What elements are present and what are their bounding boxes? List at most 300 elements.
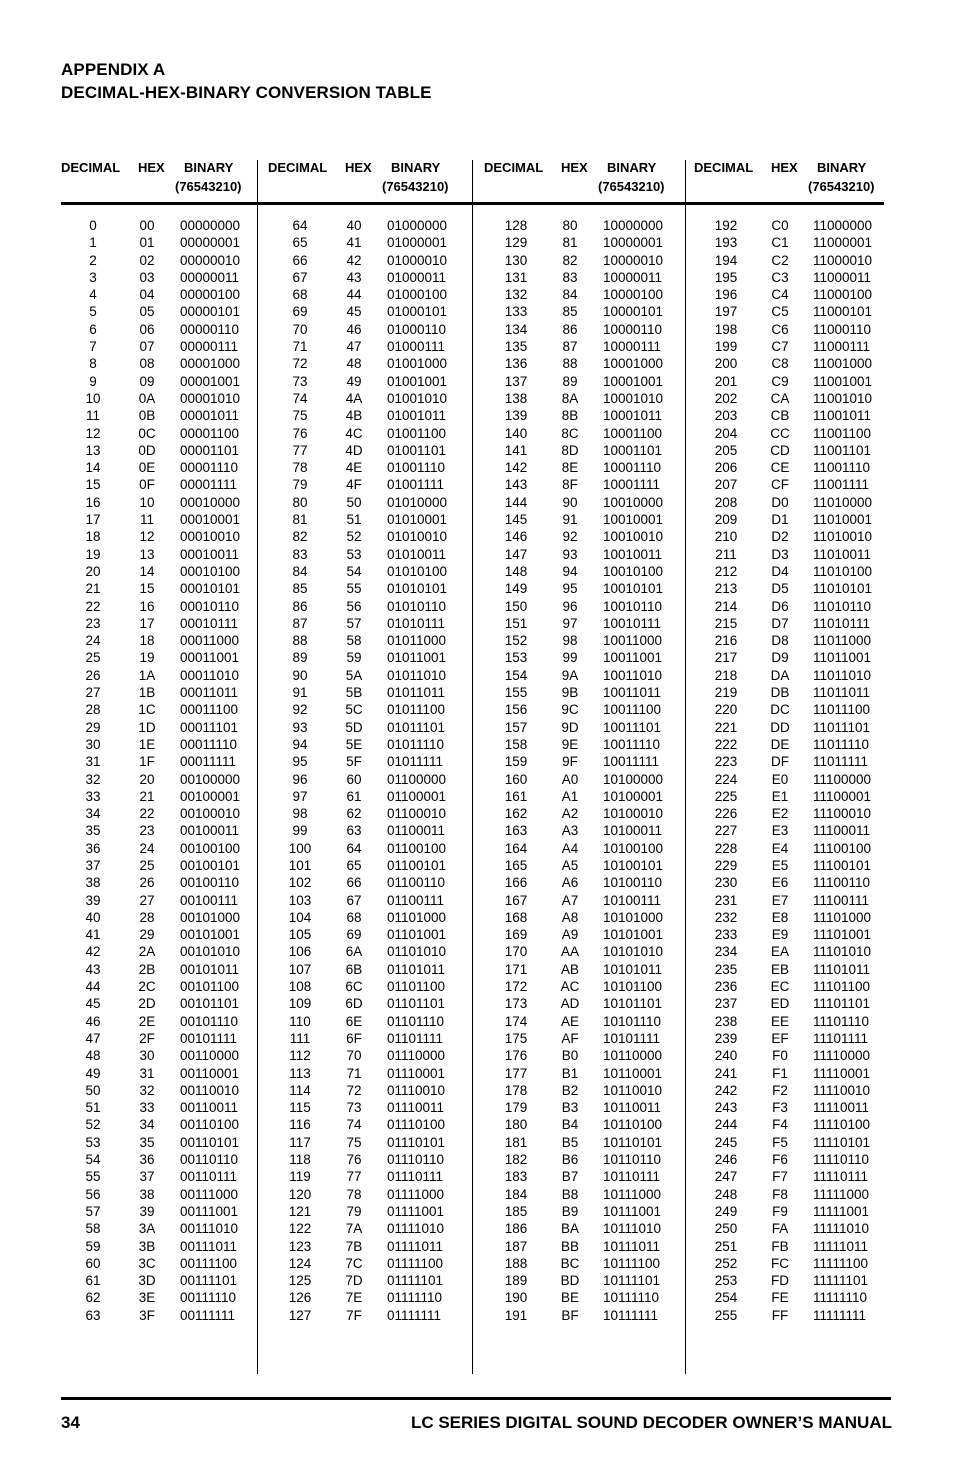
cell-hex: 1F <box>139 754 155 770</box>
table-row <box>484 1239 689 1256</box>
table-row <box>268 564 473 581</box>
cell-binary: 00100101 <box>180 857 241 873</box>
table-row <box>484 391 689 408</box>
table-header <box>484 160 689 200</box>
cell-decimal: 43 <box>85 961 101 977</box>
cell-decimal: 91 <box>292 685 308 701</box>
table-row <box>694 339 899 356</box>
cell-hex: CA <box>770 390 790 406</box>
cell-binary: 01100100 <box>387 840 447 856</box>
cell-binary: 01110101 <box>387 1134 446 1150</box>
cell-binary: 00011010 <box>180 667 240 683</box>
cell-decimal: 63 <box>85 1307 101 1323</box>
cell-binary: 10001110 <box>603 460 662 476</box>
cell-binary: 10011110 <box>603 736 661 752</box>
cell-hex: 7F <box>346 1307 362 1323</box>
cell-binary: 00111110 <box>180 1290 237 1306</box>
table-row <box>694 875 899 892</box>
cell-decimal: 229 <box>714 857 738 873</box>
cell-binary: 11001001 <box>813 373 873 389</box>
cell-binary: 01100010 <box>387 806 447 822</box>
cell-decimal: 248 <box>714 1186 738 1202</box>
table-row <box>484 547 689 564</box>
cell-decimal: 150 <box>504 598 528 614</box>
cell-decimal: 71 <box>292 339 308 355</box>
table-row <box>268 1135 473 1152</box>
cell-binary: 10110000 <box>603 1048 663 1064</box>
cell-hex: 08 <box>139 356 155 372</box>
cell-decimal: 162 <box>504 806 528 822</box>
cell-binary: 11101111 <box>813 1030 869 1046</box>
table-row <box>61 529 266 546</box>
cell-binary: 01110011 <box>387 1100 445 1116</box>
table-row <box>61 720 266 737</box>
table-row <box>694 253 899 270</box>
table-row <box>61 1308 266 1325</box>
cell-decimal: 217 <box>714 650 738 666</box>
cell-hex: 56 <box>346 598 362 614</box>
cell-hex: 16 <box>139 598 155 614</box>
cell-binary: 10001000 <box>603 356 664 372</box>
cell-hex: 12 <box>139 529 155 545</box>
table-row <box>61 304 266 321</box>
cell-hex: 8D <box>561 442 579 458</box>
header-bit-order: (76543210) <box>808 179 875 194</box>
table-row <box>484 1308 689 1325</box>
cell-decimal: 96 <box>292 771 308 787</box>
table-row <box>268 806 473 823</box>
cell-hex: D7 <box>771 615 789 631</box>
cell-hex: 7C <box>345 1255 363 1271</box>
cell-decimal: 165 <box>504 857 528 873</box>
table-row <box>268 495 473 512</box>
cell-binary: 00010101 <box>180 581 241 597</box>
table-row <box>268 1273 473 1290</box>
cell-hex: 40 <box>346 218 362 233</box>
cell-decimal: 207 <box>714 477 738 493</box>
table-row <box>268 270 473 287</box>
cell-hex: 72 <box>346 1082 362 1098</box>
cell-binary: 10010110 <box>603 598 663 614</box>
table-row <box>694 495 899 512</box>
cell-binary: 10001010 <box>603 390 664 406</box>
table-row <box>268 235 473 252</box>
cell-hex: 8B <box>561 408 579 424</box>
table-row <box>694 996 899 1013</box>
table-row <box>268 1066 473 1083</box>
cell-binary: 01111110 <box>387 1290 443 1306</box>
table-row <box>268 858 473 875</box>
cell-hex: 5F <box>346 754 362 770</box>
cell-binary: 00010111 <box>180 615 239 631</box>
cell-binary: 10000100 <box>603 287 664 303</box>
cell-binary: 00001100 <box>180 425 240 441</box>
cell-binary: 10101110 <box>603 1013 662 1029</box>
cell-binary: 01000111 <box>387 339 446 355</box>
cell-hex: ED <box>770 996 790 1012</box>
cell-decimal: 19 <box>85 546 101 562</box>
table-row <box>61 702 266 719</box>
cell-hex: F5 <box>772 1134 788 1150</box>
appendix-label: APPENDIX A <box>61 60 166 79</box>
cell-hex: B6 <box>561 1152 579 1168</box>
cell-hex: C1 <box>771 235 789 251</box>
cell-decimal: 242 <box>714 1082 738 1098</box>
table-row <box>268 944 473 961</box>
cell-binary: 01111011 <box>387 1238 444 1254</box>
cell-decimal: 51 <box>85 1100 101 1116</box>
table-row <box>694 823 899 840</box>
table-row <box>694 702 899 719</box>
cell-hex: 0F <box>139 477 155 493</box>
cell-decimal: 94 <box>292 736 308 752</box>
cell-hex: 24 <box>139 840 155 856</box>
cell-decimal: 118 <box>289 1152 311 1168</box>
table-row <box>268 287 473 304</box>
table-row <box>484 910 689 927</box>
table-row <box>694 754 899 771</box>
table-row <box>61 322 266 339</box>
cell-decimal: 164 <box>504 840 528 856</box>
table-row <box>268 1221 473 1238</box>
cell-hex: 4C <box>345 425 363 441</box>
cell-binary: 11011001 <box>813 650 872 666</box>
cell-hex: 55 <box>346 581 362 597</box>
cell-decimal: 223 <box>714 754 738 770</box>
table-row <box>61 910 266 927</box>
cell-hex: 9E <box>561 736 579 752</box>
cell-hex: EC <box>770 979 790 995</box>
table-row <box>61 1221 266 1238</box>
cell-binary: 00000100 <box>180 287 241 303</box>
cell-binary: 11001111 <box>813 477 870 493</box>
cell-hex: 18 <box>139 633 155 649</box>
table-row <box>268 529 473 546</box>
cell-binary: 11110011 <box>813 1100 870 1116</box>
cell-decimal: 40 <box>85 909 101 925</box>
cell-hex: AE <box>560 1013 579 1029</box>
cell-hex: C3 <box>771 269 789 285</box>
table-row <box>61 737 266 754</box>
cell-decimal: 183 <box>504 1169 528 1185</box>
cell-binary: 10000011 <box>603 269 663 285</box>
table-row <box>484 1031 689 1048</box>
cell-decimal: 132 <box>504 287 528 303</box>
table-row <box>61 581 266 598</box>
table-row <box>61 339 266 356</box>
cell-hex: 39 <box>139 1203 155 1219</box>
cell-binary: 10010000 <box>603 494 664 510</box>
cell-decimal: 147 <box>504 546 528 562</box>
cell-binary: 10011000 <box>603 633 663 649</box>
cell-binary: 01101111 <box>387 1030 444 1046</box>
cell-hex: E7 <box>771 892 789 908</box>
cell-hex: 73 <box>346 1100 362 1116</box>
cell-decimal: 189 <box>504 1273 528 1289</box>
cell-binary: 01101010 <box>387 944 447 960</box>
table-row <box>268 789 473 806</box>
cell-decimal: 252 <box>714 1255 738 1271</box>
cell-hex: 9B <box>561 685 579 701</box>
cell-hex: CC <box>770 425 790 441</box>
cell-binary: 10011011 <box>603 685 662 701</box>
cell-binary: 11100001 <box>813 788 872 804</box>
cell-hex: 0A <box>138 390 156 406</box>
table-row <box>694 547 899 564</box>
cell-binary: 10001101 <box>603 442 663 458</box>
cell-decimal: 200 <box>714 356 738 372</box>
table-row <box>61 806 266 823</box>
table-row <box>694 581 899 598</box>
cell-decimal: 117 <box>289 1134 311 1150</box>
table-row <box>61 270 266 287</box>
cell-decimal: 80 <box>292 494 308 510</box>
cell-hex: 6F <box>346 1030 362 1046</box>
cell-hex: 51 <box>346 512 362 528</box>
cell-hex: F6 <box>772 1152 788 1168</box>
cell-binary: 01110010 <box>387 1082 446 1098</box>
cell-decimal: 90 <box>292 667 308 683</box>
cell-decimal: 134 <box>504 321 528 337</box>
cell-binary: 01001100 <box>387 425 447 441</box>
table-row <box>484 633 689 650</box>
cell-hex: D2 <box>771 529 789 545</box>
cell-binary: 00010110 <box>180 598 240 614</box>
cell-decimal: 14 <box>85 460 101 476</box>
cell-decimal: 52 <box>85 1117 101 1133</box>
cell-hex: 04 <box>139 287 155 303</box>
cell-hex: 2F <box>139 1030 155 1046</box>
cell-decimal: 25 <box>85 650 101 666</box>
cell-binary: 11000100 <box>813 287 873 303</box>
table-row <box>268 218 473 235</box>
cell-binary: 11110000 <box>813 1048 871 1064</box>
cell-binary: 11011010 <box>813 667 872 683</box>
table-row <box>61 564 266 581</box>
cell-hex: CD <box>770 442 790 458</box>
cell-decimal: 38 <box>85 875 101 891</box>
header-decimal: DECIMAL <box>268 160 328 175</box>
cell-binary: 00011110 <box>180 736 238 752</box>
cell-hex: 52 <box>346 529 362 545</box>
table-row <box>61 841 266 858</box>
cell-decimal: 177 <box>504 1065 528 1081</box>
cell-decimal: 201 <box>714 373 738 389</box>
cell-hex: 82 <box>562 252 578 268</box>
table-row <box>484 1256 689 1273</box>
cell-decimal: 27 <box>85 685 101 701</box>
cell-binary: 00100000 <box>180 771 241 787</box>
cell-binary: 01100110 <box>387 875 446 891</box>
cell-hex: 07 <box>139 339 155 355</box>
cell-binary: 11010000 <box>813 494 873 510</box>
cell-hex: 68 <box>346 909 362 925</box>
cell-decimal: 245 <box>714 1134 738 1150</box>
table-row <box>694 633 899 650</box>
cell-decimal: 185 <box>504 1203 528 1219</box>
cell-decimal: 97 <box>292 788 308 804</box>
cell-hex: 86 <box>562 321 578 337</box>
cell-binary: 01111000 <box>387 1186 445 1202</box>
cell-hex: 81 <box>562 235 578 251</box>
cell-binary: 11111101 <box>813 1273 869 1289</box>
cell-decimal: 133 <box>504 304 528 320</box>
cell-decimal: 184 <box>504 1186 528 1202</box>
page-number: 34 <box>61 1413 80 1432</box>
cell-hex: D1 <box>771 512 789 528</box>
cell-decimal: 46 <box>85 1013 101 1029</box>
table-row <box>268 650 473 667</box>
cell-decimal: 81 <box>292 512 308 528</box>
cell-hex: 92 <box>562 529 578 545</box>
table-row <box>484 685 689 702</box>
cell-binary: 11110110 <box>813 1152 870 1168</box>
cell-hex: 78 <box>346 1186 362 1202</box>
table-row <box>268 1100 473 1117</box>
cell-decimal: 44 <box>85 979 101 995</box>
table-row <box>694 1031 899 1048</box>
cell-decimal: 100 <box>288 840 312 856</box>
cell-hex: 58 <box>346 633 362 649</box>
cell-decimal: 2 <box>89 252 97 268</box>
cell-hex: 1A <box>138 667 156 683</box>
cell-decimal: 22 <box>85 598 101 614</box>
table-row <box>268 599 473 616</box>
cell-decimal: 232 <box>714 909 738 925</box>
cell-binary: 11100101 <box>813 857 872 873</box>
cell-hex: F7 <box>772 1169 788 1185</box>
cell-decimal: 246 <box>714 1152 738 1168</box>
cell-decimal: 157 <box>504 719 528 735</box>
cell-binary: 10101011 <box>603 961 663 977</box>
cell-binary: 00110101 <box>180 1134 240 1150</box>
cell-binary: 10100001 <box>603 788 664 804</box>
table-row <box>61 1100 266 1117</box>
cell-binary: 00111010 <box>180 1221 239 1237</box>
cell-decimal: 227 <box>714 823 738 839</box>
cell-decimal: 102 <box>288 875 312 891</box>
table-row <box>61 1135 266 1152</box>
cell-binary: 11100010 <box>813 806 872 822</box>
cell-decimal: 126 <box>288 1290 312 1306</box>
table-row <box>268 581 473 598</box>
cell-hex: 77 <box>346 1169 362 1185</box>
table-row <box>61 875 266 892</box>
cell-hex: CF <box>771 477 789 493</box>
cell-hex: D6 <box>771 598 789 614</box>
cell-hex: 97 <box>562 615 578 631</box>
header-binary: BINARY <box>184 160 234 175</box>
cell-binary: 00101010 <box>180 944 241 960</box>
cell-binary: 01001011 <box>387 408 447 424</box>
cell-hex: 9C <box>561 702 579 718</box>
cell-decimal: 35 <box>85 823 101 839</box>
cell-decimal: 213 <box>714 581 738 597</box>
cell-decimal: 101 <box>288 857 312 873</box>
table-row <box>268 356 473 373</box>
cell-hex: E5 <box>771 857 789 873</box>
cell-decimal: 192 <box>714 218 738 233</box>
table-row <box>61 927 266 944</box>
cell-hex: B2 <box>561 1082 579 1098</box>
cell-hex: 6B <box>345 961 363 977</box>
table-row <box>61 668 266 685</box>
cell-hex: BF <box>561 1307 579 1323</box>
table-row <box>694 1014 899 1031</box>
cell-decimal: 84 <box>292 563 308 579</box>
cell-binary: 11001000 <box>813 356 873 372</box>
table-row <box>61 685 266 702</box>
cell-hex: 36 <box>139 1152 155 1168</box>
cell-decimal: 129 <box>504 235 528 251</box>
table-row <box>268 443 473 460</box>
cell-hex: 2E <box>138 1013 156 1029</box>
table-row <box>61 893 266 910</box>
cell-binary: 11111110 <box>813 1290 868 1306</box>
cell-decimal: 190 <box>504 1290 528 1306</box>
cell-decimal: 121 <box>288 1203 312 1219</box>
table-row <box>694 477 899 494</box>
cell-decimal: 69 <box>292 304 308 320</box>
cell-hex: 6D <box>345 996 363 1012</box>
cell-binary: 10111100 <box>603 1255 661 1271</box>
cell-binary: 11001110 <box>813 460 871 476</box>
table-row <box>268 702 473 719</box>
cell-decimal: 89 <box>292 650 308 666</box>
cell-decimal: 123 <box>288 1238 312 1254</box>
cell-binary: 01001010 <box>387 390 448 406</box>
table-row <box>484 650 689 667</box>
cell-hex: 8C <box>561 425 579 441</box>
cell-binary: 10101100 <box>603 979 663 995</box>
cell-decimal: 114 <box>289 1082 311 1098</box>
table-row <box>61 477 266 494</box>
table-row <box>268 633 473 650</box>
cell-binary: 00000011 <box>180 269 240 285</box>
cell-binary: 10001111 <box>603 477 661 493</box>
cell-binary: 00101110 <box>180 1013 239 1029</box>
cell-decimal: 166 <box>504 875 528 891</box>
table-row <box>694 1290 899 1307</box>
cell-binary: 10011101 <box>603 719 662 735</box>
cell-hex: 43 <box>346 269 362 285</box>
table-row <box>484 927 689 944</box>
table-row <box>484 806 689 823</box>
cell-decimal: 67 <box>292 269 308 285</box>
table-row <box>61 443 266 460</box>
cell-decimal: 1 <box>89 235 97 251</box>
cell-binary: 01011001 <box>387 650 447 666</box>
cell-hex: 99 <box>562 650 578 666</box>
cell-binary: 11111100 <box>813 1255 869 1271</box>
table-row <box>694 893 899 910</box>
cell-decimal: 249 <box>714 1203 738 1219</box>
cell-decimal: 130 <box>504 252 528 268</box>
table-row <box>484 962 689 979</box>
cell-binary: 11101000 <box>813 909 872 925</box>
header-bit-order: (76543210) <box>598 179 665 194</box>
table-row <box>484 875 689 892</box>
cell-hex: 00 <box>139 218 155 233</box>
cell-binary: 11110010 <box>813 1082 871 1098</box>
table-row <box>61 1204 266 1221</box>
cell-binary: 00100001 <box>180 788 241 804</box>
cell-decimal: 74 <box>292 390 308 406</box>
cell-hex: 0D <box>138 442 156 458</box>
cell-decimal: 131 <box>504 269 528 285</box>
cell-decimal: 59 <box>85 1238 101 1254</box>
cell-hex: 3E <box>138 1290 156 1306</box>
